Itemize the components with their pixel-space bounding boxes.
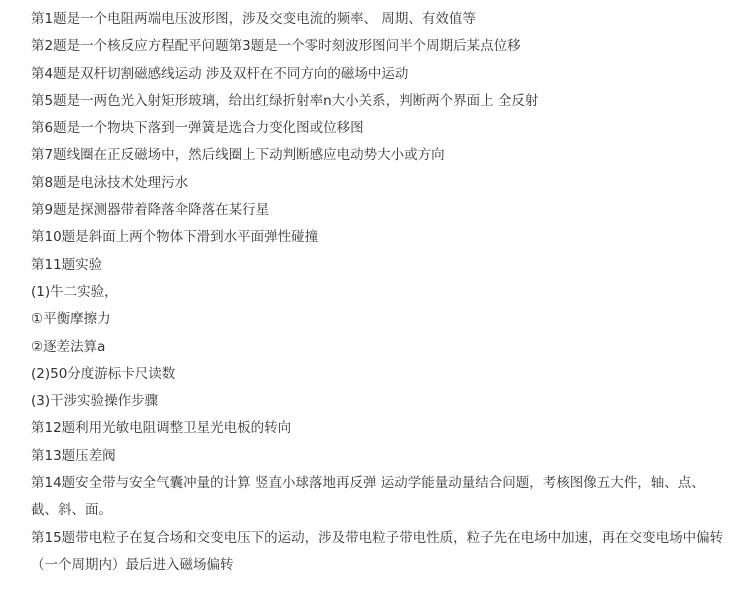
text-line-q8: 第8题是电泳技术处理污水 xyxy=(31,174,189,191)
text-line-q5: 第5题是一两色光入射矩形玻璃，给出红绿折射率n大小关系，判断两个界面上 全反射 xyxy=(31,92,539,109)
text-line-q11-part1-a: ①平衡摩擦力 xyxy=(31,311,111,328)
text-line-q11: 第11题实验 xyxy=(31,256,103,273)
text-line-q10: 第10题是斜面上两个物体下滑到水平面弹性碰撞 xyxy=(31,229,319,246)
text-line-q12: 第12题利用光敏电阻调整卫星光电板的转向 xyxy=(31,420,292,437)
text-line-q13: 第13题压差阀 xyxy=(31,447,116,464)
text-paragraph-q14: 第14题安全带与安全气囊冲量的计算 竖直小球落地再反弹 运动学能量动量结合问题，考核图像五大件，轴、点、截、斜、面。 xyxy=(31,475,705,519)
text-line-q2-q3: 第2题是一个核反应方程配平问题第3题是一个零时刻波形图问半个周期后某点位移 xyxy=(31,38,521,55)
text-line-q11-part1-b: ②逐差法算a xyxy=(31,338,106,355)
text-line-q6: 第6题是一个物块下落到一弹簧是选合力变化图或位移图 xyxy=(31,120,364,137)
text-line-q9: 第9题是探测器带着降落伞降落在某行星 xyxy=(31,202,270,219)
text-line-q4: 第4题是双杆切割磁感线运动 涉及双杆在不同方向的磁场中运动 xyxy=(31,65,409,82)
document-body xyxy=(31,6,731,579)
text-line-q1: 第1题是一个电阻两端电压波形图，涉及交变电流的频率、 周期、有效值等 xyxy=(31,11,476,27)
text-line-q7: 第7题线圈在正反磁场中，然后线圈上下动判断感应电动势大小或方向 xyxy=(31,147,445,164)
text-line-q11-part2: (2)50分度游标卡尺读数 xyxy=(31,365,176,382)
text-line-q11-part1: (1)牛二实验， xyxy=(31,283,118,300)
text-line-q11-part3: (3)干涉实验操作步骤 xyxy=(31,393,159,410)
text-paragraph-q15: 第15题带电粒子在复合场和交变电压下的运动，涉及带电粒子带电性质，粒子先在电场中加速，再在交变电场中偏转（一个周期内）最后进入磁场偏转 xyxy=(31,529,724,573)
